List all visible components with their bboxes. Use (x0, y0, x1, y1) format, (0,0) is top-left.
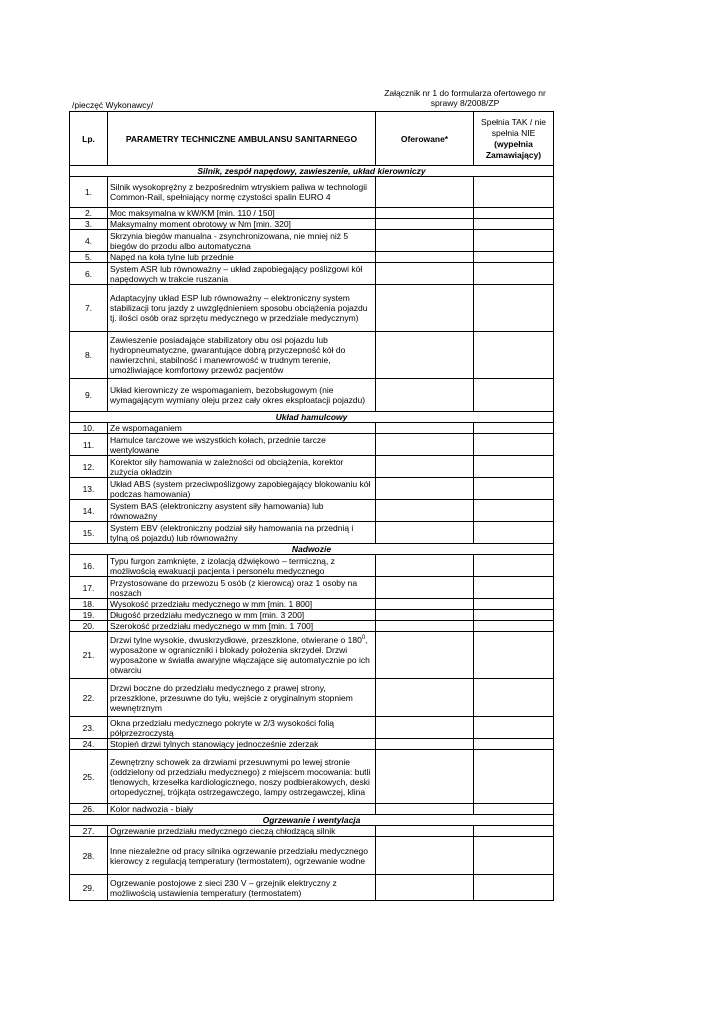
meets-requirement-cell[interactable] (474, 804, 554, 815)
description-tail: , (365, 635, 368, 645)
description-line: Stopień drzwi tylnych stanowiący jednocześnie zderzak (110, 739, 319, 749)
parameter-description (108, 379, 376, 412)
parameter-description (108, 177, 376, 208)
table-body (70, 166, 554, 901)
description-line: Korektor siły hamowania w zależności od obciążenia, korektor (110, 456, 344, 467)
table-row (70, 804, 554, 815)
offered-value-cell[interactable] (376, 252, 474, 263)
parameter-description (108, 522, 376, 544)
description-line: tylną oś pojazdu) lub równoważny (110, 532, 238, 543)
section-row (70, 412, 554, 423)
parameter-description (108, 679, 376, 717)
description-line: ortopedycznej, trójkąta ostrzegawczego, lampy ostrzegawczej, klina (110, 786, 366, 797)
header-parameters: PARAMETRY TECHNICZNE AMBULANSU SANITARNEGO (108, 112, 376, 166)
row-number: 23. (70, 717, 108, 739)
description-line: Typu furgon zamknięte, z izolacją dźwiękowo – termiczną, z (110, 555, 335, 566)
description-line: Zawieszenie posiadające stabilizatory obu osi pojazdu lub (110, 335, 328, 345)
annex-line-2: sprawy 8/2008/ZP (430, 98, 500, 108)
row-number: 27. (70, 826, 108, 837)
row-number: 10. (70, 423, 108, 434)
row-number: 19. (70, 610, 108, 621)
offered-value-cell[interactable] (376, 717, 474, 739)
parameter-description (108, 208, 376, 219)
parameter-description (108, 285, 376, 332)
table-row (70, 739, 554, 750)
meets-requirement-cell[interactable] (474, 456, 554, 478)
row-number: 11. (70, 434, 108, 456)
section-row (70, 815, 554, 826)
table-row (70, 208, 554, 219)
table-row (70, 252, 554, 263)
description-line: Szerokość przedziału medycznego w mm [min. 1 700] (110, 621, 314, 631)
offered-value-cell[interactable] (376, 599, 474, 610)
header-meets-line-4: Zamawiający) (485, 149, 542, 160)
table-row (70, 434, 554, 456)
parameter-description (108, 826, 376, 837)
description-line: Układ kierowniczy ze wspomaganiem, bezobsługowym (nie (110, 385, 334, 395)
offered-value-cell[interactable] (376, 208, 474, 219)
description-line: Wysokość przedziału medycznego w mm [min. 1 800] (110, 599, 313, 609)
table-row (70, 577, 554, 599)
section-heading: Ogrzewanie i wentylacja (70, 815, 554, 826)
parameter-description (108, 621, 376, 632)
description-line: równoważny (110, 510, 158, 521)
description-line: stabilizacji toru jazdy z uwzględnieniem sposobu obciążenia pojazdu (110, 303, 368, 313)
offered-value-cell[interactable] (376, 826, 474, 837)
offered-value-cell[interactable] (376, 679, 474, 717)
row-number: 12. (70, 456, 108, 478)
row-number: 13. (70, 478, 108, 500)
description-line: noszach (110, 587, 142, 598)
description-line: tlenowych, krzesełka kardiologicznego, noszy podbierakowych, deski (110, 776, 370, 787)
offered-value-cell[interactable] (376, 621, 474, 632)
offered-value-cell[interactable] (376, 522, 474, 544)
table-row (70, 456, 554, 478)
offered-value-cell[interactable] (376, 379, 474, 412)
table-row (70, 750, 554, 804)
row-number: 9. (70, 379, 108, 412)
description-line: zużycia okładzin (110, 466, 172, 477)
offered-value-cell[interactable] (376, 423, 474, 434)
meets-requirement-cell[interactable] (474, 555, 554, 577)
description-line: Common-Rail, spełniający normę czystości spalin EURO 4 (110, 192, 331, 202)
row-number: 21. (70, 632, 108, 679)
description-line: Inne niezależne od pracy silnika ogrzewanie przedziału medycznego (110, 845, 368, 856)
meets-requirement-cell[interactable] (474, 208, 554, 219)
offered-value-cell[interactable] (376, 632, 474, 679)
degree-superscript: 0 (361, 635, 366, 642)
section-row (70, 544, 554, 555)
description-line: biegów do przodu albo automatyczna (110, 240, 251, 251)
row-number: 20. (70, 621, 108, 632)
meets-requirement-cell[interactable] (474, 632, 554, 679)
table-row (70, 875, 554, 901)
meets-requirement-cell[interactable] (474, 679, 554, 717)
parameter-description (108, 456, 376, 478)
offered-value-cell[interactable] (376, 434, 474, 456)
description-line: wyposażone w ograniczniki i blokady położenia skrzydeł. Drzwi (110, 645, 348, 655)
description-line: podczas hamowania) (110, 488, 191, 499)
meets-requirement-cell[interactable] (474, 252, 554, 263)
offered-value-cell[interactable] (376, 804, 474, 815)
parameter-description (108, 500, 376, 522)
description-line: nawierzchni, stabilność i manewrowość w trudnym terenie, (110, 355, 331, 365)
description-line: Silnik wysokoprężny z bezpośrednim wtryskiem paliwa w technologii (110, 182, 367, 192)
offered-value-cell[interactable] (376, 263, 474, 285)
header-lp: Lp. (70, 112, 108, 166)
section-heading: Układ hamulcowy (70, 412, 554, 423)
row-number: 17. (70, 577, 108, 599)
meets-requirement-cell[interactable] (474, 500, 554, 522)
row-number: 16. (70, 555, 108, 577)
section-heading: Nadwozie (70, 544, 554, 555)
parameter-description (108, 219, 376, 230)
meets-requirement-cell[interactable] (474, 826, 554, 837)
row-number: 14. (70, 500, 108, 522)
description-line: Kolor nadwozia - biały (110, 804, 194, 814)
description-line: półprzezroczystą (110, 727, 174, 738)
header-meets (474, 112, 554, 166)
description-line: wentylowane (110, 444, 160, 455)
table-row (70, 230, 554, 252)
description-line: Adaptacyjny układ ESP lub równoważny – elektroniczny system (110, 293, 350, 303)
parameter-description (108, 599, 376, 610)
offered-value-cell[interactable] (376, 555, 474, 577)
table-row (70, 826, 554, 837)
description-line: wewnętrznym (110, 702, 162, 713)
description-line: Maksymalny moment obrotowy w Nm [min. 320] (110, 219, 291, 229)
annex-note (380, 88, 550, 108)
description-line: Drzwi boczne do przedziału medycznego z prawej strony, (110, 682, 326, 693)
offered-value-cell[interactable] (376, 478, 474, 500)
row-number: 4. (70, 230, 108, 252)
table-row (70, 522, 554, 544)
offered-value-cell[interactable] (376, 456, 474, 478)
row-number: 15. (70, 522, 108, 544)
meets-requirement-cell[interactable] (474, 875, 554, 901)
row-number: 1. (70, 177, 108, 208)
parameter-description (108, 263, 376, 285)
meets-requirement-cell[interactable] (474, 379, 554, 412)
description-line: (oddzielony od przedziału medycznego) z miejscem mocowania: butli (110, 766, 371, 777)
row-number: 28. (70, 837, 108, 875)
meets-requirement-cell[interactable] (474, 177, 554, 208)
row-number: 3. (70, 219, 108, 230)
offered-value-cell[interactable] (376, 837, 474, 875)
meets-requirement-cell[interactable] (474, 717, 554, 739)
header-meets-line-1: Spełnia TAK / nie (481, 116, 546, 127)
table-row (70, 555, 554, 577)
table-row (70, 219, 554, 230)
description-line: tj. ilości osób oraz sprzętu medycznego w przedziale medycznym) (110, 313, 359, 323)
description-line: otwarciu (110, 665, 142, 675)
row-number: 25. (70, 750, 108, 804)
description-line: kierowcy z regulacją temperatury (termostatem), ogrzewanie wodne (110, 855, 366, 866)
parameter-description (108, 577, 376, 599)
table-row (70, 599, 554, 610)
meets-requirement-cell[interactable] (474, 434, 554, 456)
meets-requirement-cell[interactable] (474, 478, 554, 500)
offered-value-cell[interactable] (376, 577, 474, 599)
meets-requirement-cell[interactable] (474, 610, 554, 621)
table-row (70, 837, 554, 875)
row-number: 5. (70, 252, 108, 263)
header-meets-line-2: spełnia NIE (491, 127, 536, 138)
table-row (70, 263, 554, 285)
meets-requirement-cell[interactable] (474, 423, 554, 434)
parameter-description (108, 252, 376, 263)
meets-requirement-cell[interactable] (474, 263, 554, 285)
offered-value-cell[interactable] (376, 610, 474, 621)
description-line: napędowych w trakcie ruszania (110, 273, 229, 284)
parameter-description (108, 837, 376, 875)
description-line: wymagającym wymiany oleju przez cały okres eksploatacji pojazdu) (110, 395, 366, 405)
table-row (70, 285, 554, 332)
description-line: możliwością ewakuacji pacjenta i personelu medycznego (110, 565, 325, 576)
description-line: Ogrzewanie postojowe z sieci 230 V – grzejnik elektryczny z (110, 877, 337, 888)
offered-value-cell[interactable] (376, 500, 474, 522)
meets-requirement-cell[interactable] (474, 332, 554, 379)
table-row (70, 610, 554, 621)
parameter-description (108, 423, 376, 434)
parameter-description (108, 750, 376, 804)
description-line: Przystosowane do przewozu 5 osób (z kierowcą) oraz 1 osoby na (110, 577, 358, 588)
offered-value-cell[interactable] (376, 177, 474, 208)
meets-requirement-cell[interactable] (474, 577, 554, 599)
meets-requirement-cell[interactable] (474, 285, 554, 332)
table-row (70, 632, 554, 679)
parameter-description (108, 632, 376, 679)
description-line: Napęd na koła tylne lub przednie (110, 252, 234, 262)
meets-requirement-cell[interactable] (474, 522, 554, 544)
description-line: hydropneumatyczne, gwarantujące dobrą przyczepność kół do (110, 345, 346, 355)
table-row (70, 177, 554, 208)
description-line: Moc maksymalna w kW/KM [min. 110 / 150] (110, 208, 275, 218)
row-number: 26. (70, 804, 108, 815)
table-row (70, 621, 554, 632)
table-row (70, 423, 554, 434)
parameter-description (108, 230, 376, 252)
row-number: 22. (70, 679, 108, 717)
row-number: 24. (70, 739, 108, 750)
description-line: Długość przedziału medycznego w mm [min. 3 200] (110, 610, 305, 620)
parameter-description (108, 478, 376, 500)
description-line: Skrzynia biegów manualna - zsynchronizowana, nie mniej niż 5 (110, 230, 349, 241)
description-line: System ASR lub równoważny – układ zapobiegający poślizgowi kół (110, 263, 363, 274)
table-row (70, 332, 554, 379)
offered-value-cell[interactable] (376, 219, 474, 230)
offered-value-cell[interactable] (376, 332, 474, 379)
row-number: 29. (70, 875, 108, 901)
description-line: Drzwi tylne wysokie, dwuskrzydłowe, przeszklone, otwierane o 180 (110, 635, 362, 645)
table-row (70, 478, 554, 500)
parameter-description (108, 804, 376, 815)
offered-value-cell[interactable] (376, 285, 474, 332)
section-row (70, 166, 554, 177)
row-number: 8. (70, 332, 108, 379)
header-offered: Oferowane* (376, 112, 474, 166)
description-line: przeszklone, przesuwne do tyłu, wejście z oryginalnym stopniem (110, 692, 353, 703)
parameter-description (108, 739, 376, 750)
table-header-row (70, 112, 554, 166)
parameter-description (108, 875, 376, 901)
meets-requirement-cell[interactable] (474, 230, 554, 252)
parameter-description (108, 717, 376, 739)
table-row (70, 717, 554, 739)
row-number: 18. (70, 599, 108, 610)
parameter-description (108, 610, 376, 621)
description-line: System BAS (elektroniczny asystent siły hamowania) lub (110, 500, 324, 511)
table-row (70, 379, 554, 412)
table-row (70, 500, 554, 522)
description-line: Okna przedziału medycznego pokryte w 2/3 wysokości folią (110, 717, 334, 728)
annex-line-1: Załącznik nr 1 do formularza ofertowego nr (384, 88, 546, 98)
offered-value-cell[interactable] (376, 230, 474, 252)
meets-requirement-cell[interactable] (474, 219, 554, 230)
meets-requirement-cell[interactable] (474, 739, 554, 750)
row-number: 2. (70, 208, 108, 219)
parameter-description (108, 332, 376, 379)
offered-value-cell[interactable] (376, 750, 474, 804)
technical-parameters-table (69, 111, 554, 901)
row-number: 7. (70, 285, 108, 332)
description-line: możliwością ustawienia temperatury (termostatem) (110, 887, 302, 898)
meets-requirement-cell[interactable] (474, 750, 554, 804)
description-line: Ze wspomaganiem (110, 423, 182, 433)
parameter-description (108, 434, 376, 456)
table-row (70, 679, 554, 717)
description-line: Układ ABS (system przeciwpoślizgowy zapobiegający blokowaniu kół (110, 478, 371, 489)
parameter-description (108, 555, 376, 577)
contractor-stamp-label: /pieczęć Wykonawcy/ (72, 100, 154, 110)
row-number: 6. (70, 263, 108, 285)
meets-requirement-cell[interactable] (474, 837, 554, 875)
description-line: umożliwiające komfortowy przewóz pacjentów (110, 365, 284, 375)
meets-requirement-cell[interactable] (474, 599, 554, 610)
description-line: Zewnętrzny schowek za drzwiami przesuwnymi po lewej stronie (110, 756, 350, 767)
header-meets-line-3: (wypełnia (494, 138, 533, 149)
description-line: System EBV (elektroniczny podział siły hamowania na przednią i (110, 522, 354, 533)
offered-value-cell[interactable] (376, 739, 474, 750)
meets-requirement-cell[interactable] (474, 621, 554, 632)
description-line: Ogrzewanie przedziału medycznego cieczą chłodzącą silnik (110, 826, 336, 836)
description-line: wyposażone w światła awaryjne włączające się automatycznie po ich (110, 655, 370, 665)
description-line: Hamulce tarczowe we wszystkich kołach, przednie tarcze (110, 434, 326, 445)
section-heading: Silnik, zespół napędowy, zawieszenie, układ kierowniczy (70, 166, 554, 177)
offered-value-cell[interactable] (376, 875, 474, 901)
